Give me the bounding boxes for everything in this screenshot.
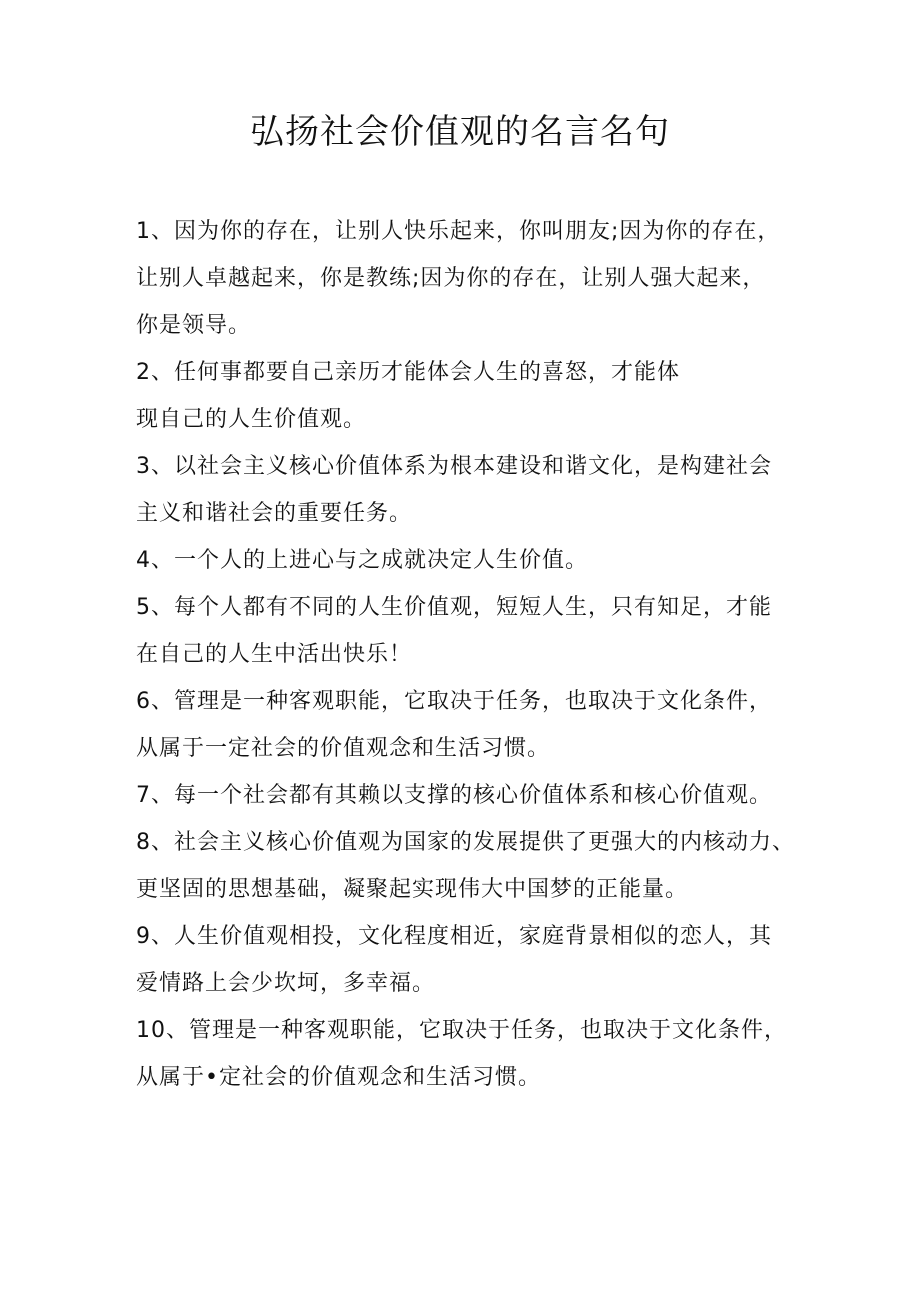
quote-line: 爱情路上会少坎坷，多幸福。: [136, 971, 436, 996]
quote-line: 8、社会主义核心价值观为国家的发展提供了更强大的内核动力、: [136, 830, 795, 855]
quote-line: 现自己的人生价值观。: [136, 407, 367, 432]
quote-item-2: [136, 349, 796, 443]
quote-line: 在自己的人生中活出快乐！: [136, 642, 413, 667]
quote-item-7: [136, 772, 796, 819]
quote-item-1: [136, 208, 796, 349]
quote-line: 9、人生价值观相投，文化程度相近，家庭背景相似的恋人，其: [136, 924, 772, 949]
quote-item-10: [136, 1007, 796, 1101]
quote-line: 主义和谐社会的重要任务。: [136, 501, 413, 526]
quote-line: 1、因为你的存在，让别人快乐起来，你叫朋友;因为你的存在，: [136, 219, 781, 244]
quote-line: 10、管理是一种客观职能，它取决于任务，也取决于文化条件，: [136, 1018, 787, 1043]
quote-list: [136, 208, 796, 1101]
quote-line: 6、管理是一种客观职能，它取决于任务，也取决于文化条件，: [136, 689, 772, 714]
quote-item-9: [136, 913, 796, 1007]
quote-line: 7、每一个社会都有其赖以支撑的核心价值体系和核心价值观。: [136, 783, 772, 808]
quote-line: 3、以社会主义核心价值体系为根本建设和谐文化，是构建社会: [136, 454, 772, 479]
quote-line: 5、每个人都有不同的人生价值观，短短人生，只有知足，才能: [136, 595, 772, 620]
quote-line: 4、一个人的上进心与之成就决定人生价值。: [136, 548, 588, 573]
quote-item-3: [136, 443, 796, 537]
page-title: 弘扬社会价值观的名言名句: [250, 112, 670, 152]
quote-line: 从属于•定社会的价值观念和生活习惯。: [136, 1065, 541, 1090]
quote-line: 2、任何事都要自己亲历才能体会人生的喜怒，才能体: [136, 360, 680, 385]
quote-line: 你是领导。: [136, 313, 252, 338]
quote-item-5: [136, 584, 796, 678]
quote-line: 让别人卓越起来，你是教练;因为你的存在，让别人强大起来，: [136, 266, 766, 291]
quote-item-4: [136, 537, 796, 584]
quote-item-8: [136, 819, 796, 913]
quote-item-6: [136, 678, 796, 772]
quote-line: 从属于一定社会的价值观念和生活习惯。: [136, 736, 551, 761]
quote-line: 更坚固的思想基础，凝聚起实现伟大中国梦的正能量。: [136, 877, 689, 902]
